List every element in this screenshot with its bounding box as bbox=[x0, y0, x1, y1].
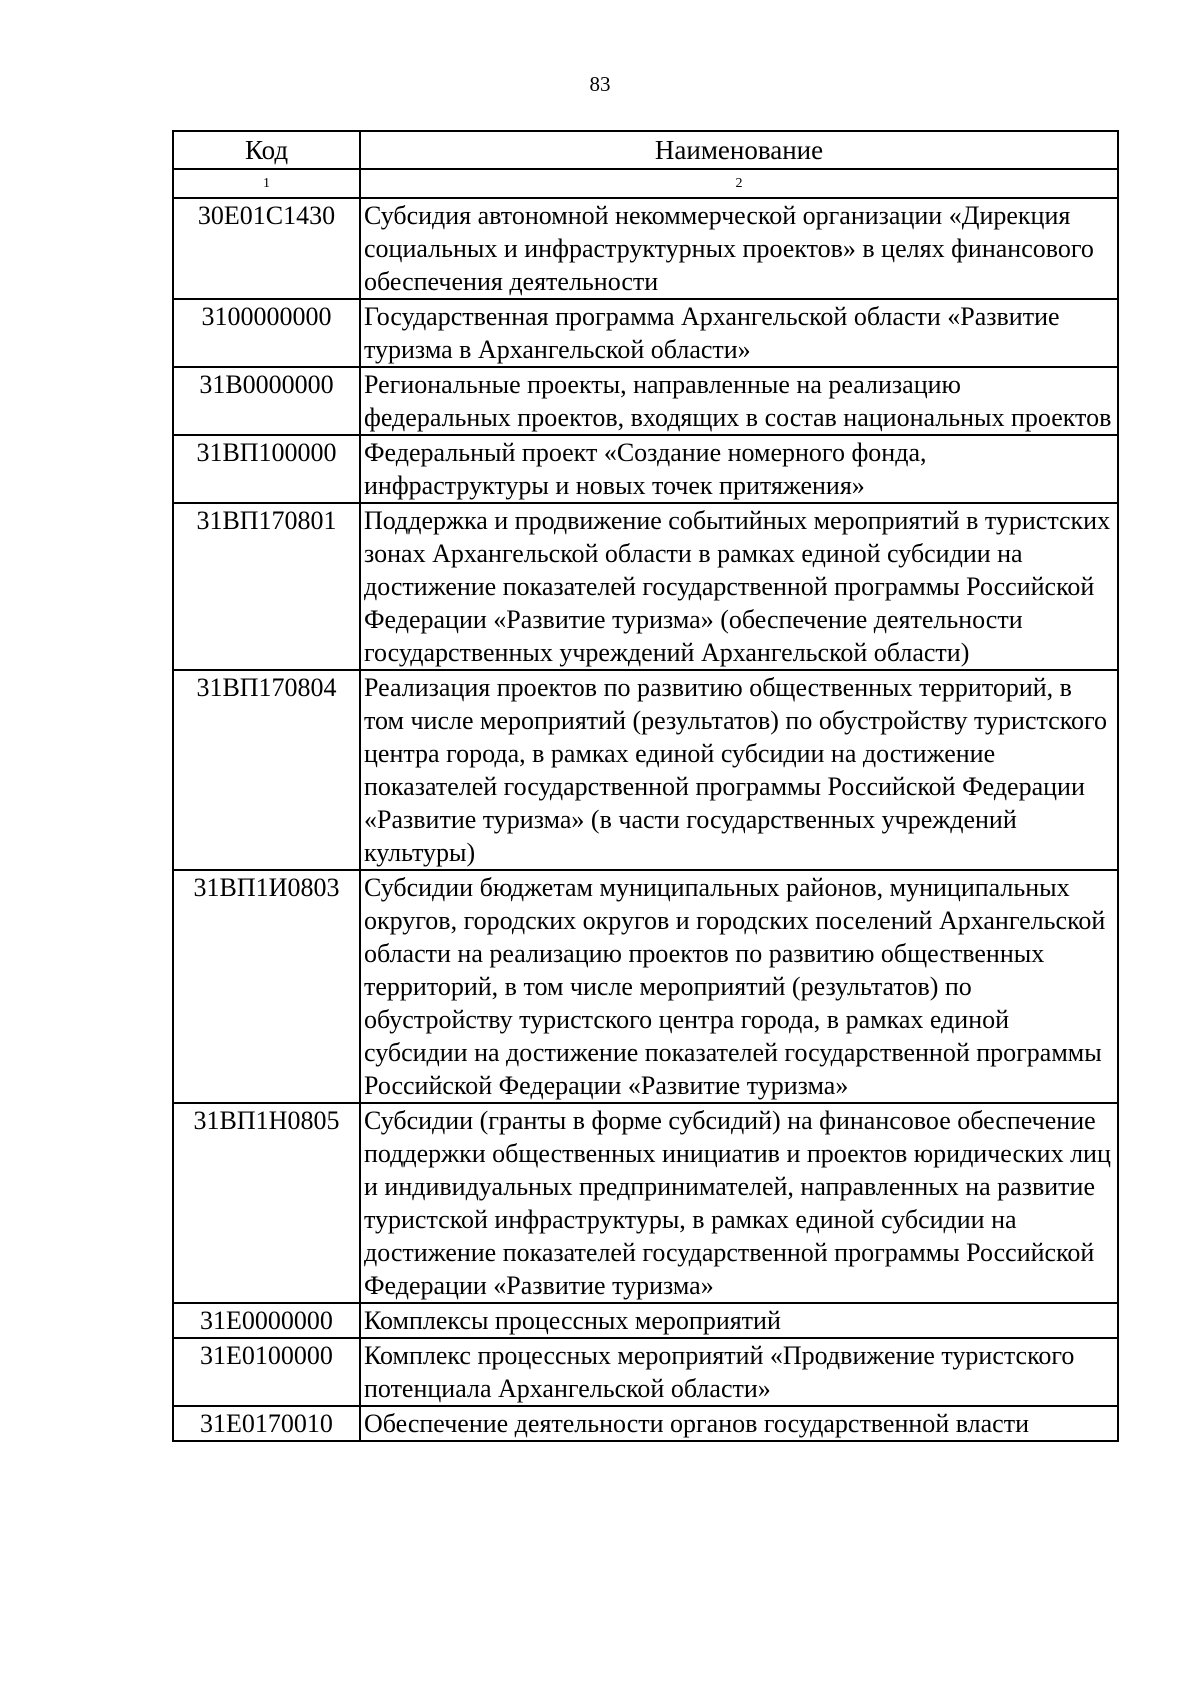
row-name: Субсидии бюджетам муниципальных районов, муниципальных округов, городских округов и городских поселений Архангельской области на реализацию проектов по развитию общественных территорий, в том числе мероприятий (результатов) по обустройству туристского центра города, в рамках единой субсидии на достижение показателей государственной программы Российской Федерации «Развитие туризма» bbox=[360, 870, 1118, 1103]
table-row bbox=[173, 870, 1118, 1103]
row-code: 31ВП170804 bbox=[173, 670, 360, 870]
table-row bbox=[173, 1406, 1118, 1441]
row-code: 31ВП1И0803 bbox=[173, 870, 360, 1103]
row-name: Федеральный проект «Создание номерного фонда, инфраструктуры и новых точек притяжения» bbox=[360, 435, 1118, 503]
table-row bbox=[173, 198, 1118, 299]
table-row bbox=[173, 1303, 1118, 1338]
column-number-name: 2 bbox=[360, 169, 1118, 198]
column-number-code: 1 bbox=[173, 169, 360, 198]
row-name: Государственная программа Архангельской области «Развитие туризма в Архангельской области» bbox=[360, 299, 1118, 367]
table-row bbox=[173, 1103, 1118, 1303]
row-name: Комплексы процессных мероприятий bbox=[360, 1303, 1118, 1338]
table-row bbox=[173, 435, 1118, 503]
row-code: 31Е0170010 bbox=[173, 1406, 360, 1441]
row-name: Поддержка и продвижение событийных мероприятий в туристских зонах Архангельской области в рамках единой субсидии на достижение показателей государственной программы Российской Федерации «Развитие туризма» (обеспечение деятельности государственных учреждений Архангельской области) bbox=[360, 503, 1118, 670]
row-code: 30Е01С1430 bbox=[173, 198, 360, 299]
row-code: 3100000000 bbox=[173, 299, 360, 367]
table-row bbox=[173, 670, 1118, 870]
table-row bbox=[173, 299, 1118, 367]
budget-code-table bbox=[172, 130, 1119, 1442]
table-row bbox=[173, 367, 1118, 435]
row-name: Обеспечение деятельности органов государственной власти bbox=[360, 1406, 1118, 1441]
row-code: 31Е0000000 bbox=[173, 1303, 360, 1338]
row-name: Комплекс процессных мероприятий «Продвижение туристского потенциала Архангельской области» bbox=[360, 1338, 1118, 1406]
row-name: Субсидии (гранты в форме субсидий) на финансовое обеспечение поддержки общественных инициатив и проектов юридических лиц и индивидуальных предпринимателей, направленных на развитие туристской инфраструктуры, в рамках единой субсидии на достижение показателей государственной программы Российской Федерации «Развитие туризма» bbox=[360, 1103, 1118, 1303]
row-code: 31ВП100000 bbox=[173, 435, 360, 503]
page-number: 83 bbox=[589, 72, 611, 96]
table-row bbox=[173, 503, 1118, 670]
column-number-row bbox=[173, 169, 1118, 198]
header-row bbox=[173, 131, 1118, 169]
row-name: Реализация проектов по развитию общественных территорий, в том числе мероприятий (результатов) по обустройству туристского центра города, в рамках единой субсидии на достижение показателей государственной программы Российской Федерации «Развитие туризма» (в части государственных учреждений культуры) bbox=[360, 670, 1118, 870]
table-row bbox=[173, 1338, 1118, 1406]
row-name: Субсидия автономной некоммерческой организации «Дирекция социальных и инфраструктурных проектов» в целях финансового обеспечения деятельности bbox=[360, 198, 1118, 299]
row-code: 31ВП170801 bbox=[173, 503, 360, 670]
header-code: Код bbox=[173, 131, 360, 169]
row-code: 31Е0100000 bbox=[173, 1338, 360, 1406]
row-name: Региональные проекты, направленные на реализацию федеральных проектов, входящих в состав национальных проектов bbox=[360, 367, 1118, 435]
header-name: Наименование bbox=[360, 131, 1118, 169]
row-code: 31В0000000 bbox=[173, 367, 360, 435]
row-code: 31ВП1Н0805 bbox=[173, 1103, 360, 1303]
